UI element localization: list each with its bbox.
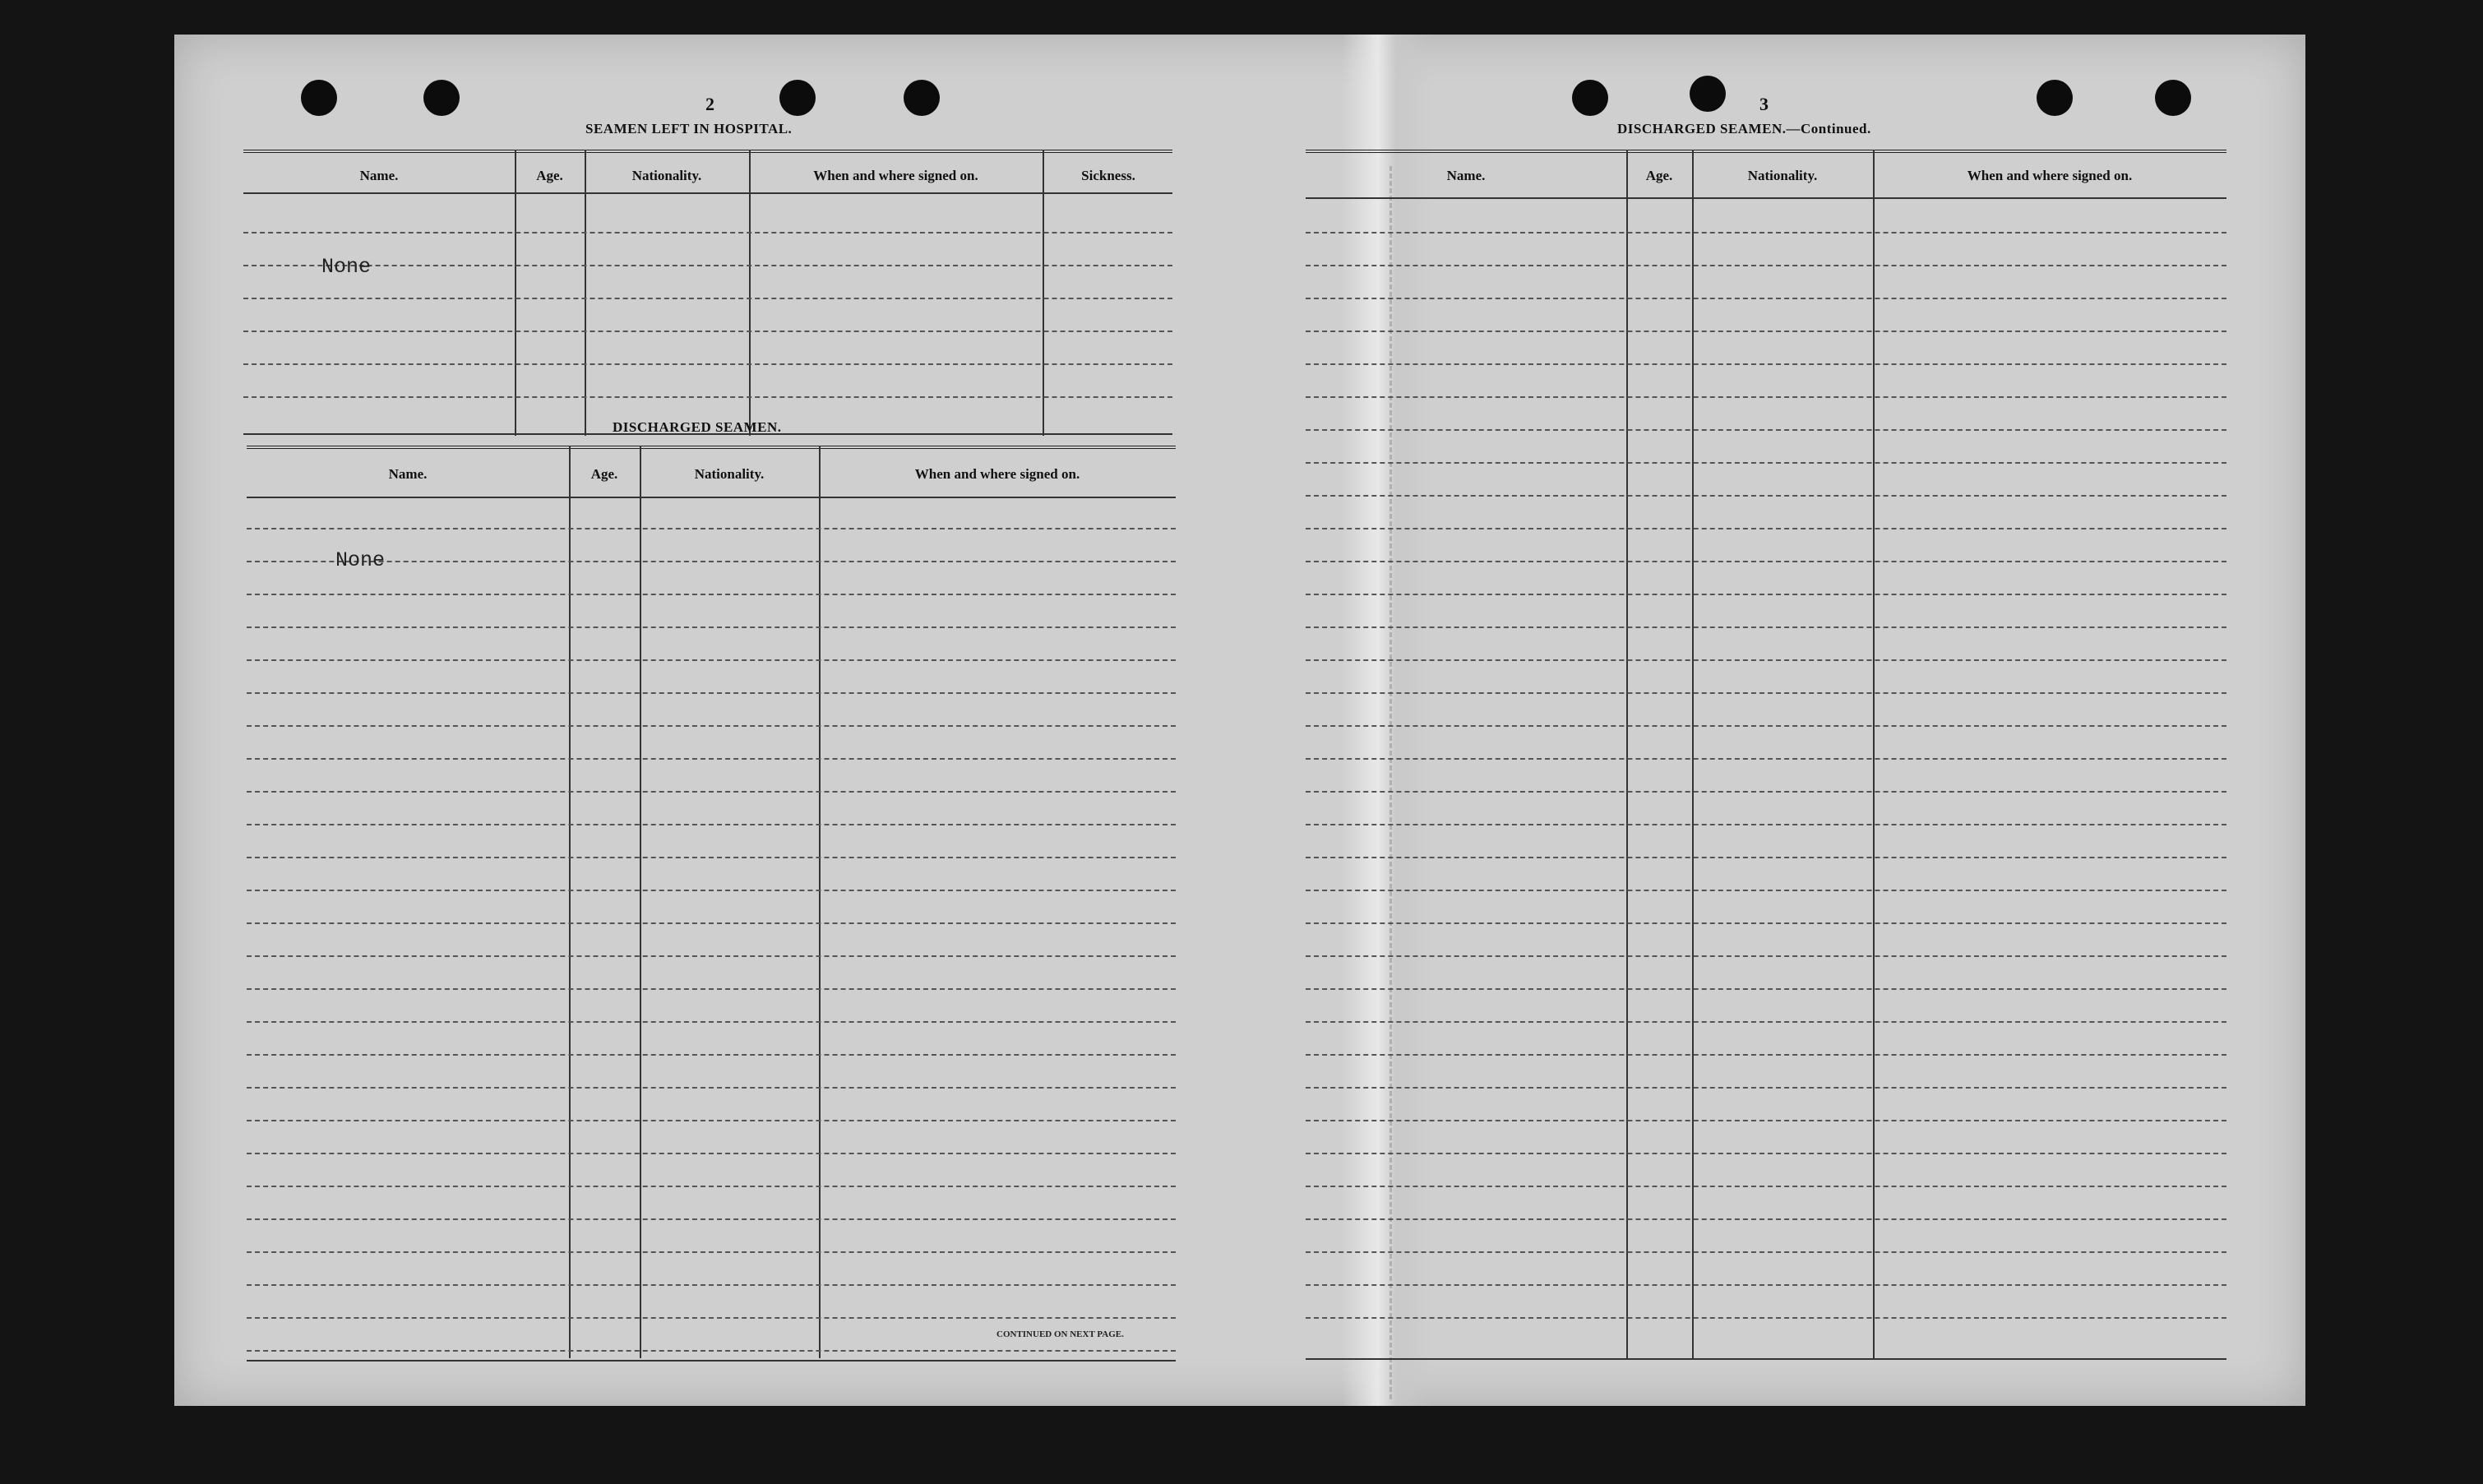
col-nationality: Nationality. [694,466,765,482]
col-nationality: Nationality. [1747,168,1818,183]
discharged-table-left [247,446,1176,1375]
col-signed-on: When and where signed on. [1967,168,2133,183]
col-age: Age. [590,466,618,482]
col-nationality: Nationality. [631,168,702,183]
col-name: Name. [359,168,399,183]
punch-hole [779,80,816,116]
punch-hole [2037,80,2073,116]
punch-hole [1572,80,1608,116]
punch-hole [301,80,337,116]
col-signed-on: When and where signed on. [813,168,978,183]
punch-hole [904,80,940,116]
punch-hole [423,80,460,116]
col-name: Name. [388,466,428,482]
hospital-entry: None [321,255,372,279]
col-sickness: Sickness. [1081,168,1135,183]
page-number-right: 3 [1759,94,1769,114]
punch-hole [1690,76,1726,112]
document-sheet [174,35,2305,1406]
col-age: Age. [1645,168,1673,183]
continued-note: CONTINUED ON NEXT PAGE. [996,1329,1124,1339]
discharged-section-title: DISCHARGED SEAMEN. [613,419,782,435]
hospital-table [243,150,1172,446]
hospital-section-title: SEAMEN LEFT IN HOSPITAL. [585,121,793,136]
col-signed-on: When and where signed on. [914,466,1080,482]
punch-hole [2155,80,2191,116]
col-age: Age. [536,168,563,183]
col-name: Name. [1446,168,1486,183]
discharged-continued-title: DISCHARGED SEAMEN.—Continued. [1617,121,1871,136]
page-number-left: 2 [705,94,714,114]
discharged-entry: None [335,548,386,572]
discharged-table-right [1306,150,2226,1366]
